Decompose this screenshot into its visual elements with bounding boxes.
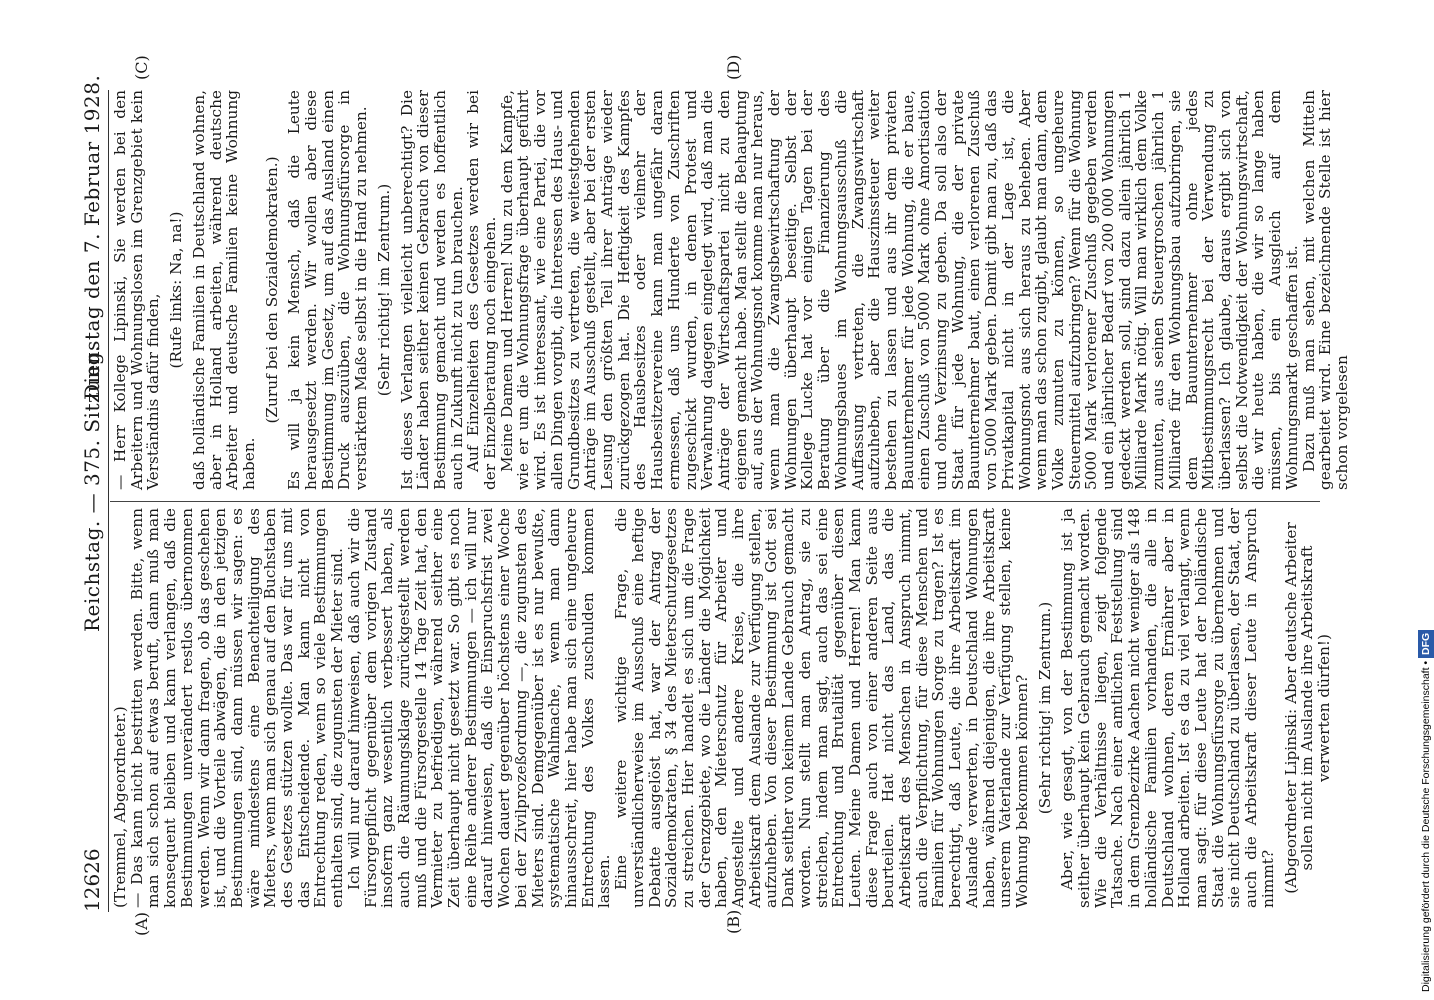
- paragraph: Eine weitere wichtige Frage, die unverständlicherweise im Ausschuß eine heftige Debatte ausgelöst hat, war der Antrag der Sozialdemokraten, § 34 des Mieterschutzgesetzes zu streichen. Hier handelt es sich um die Frage der Grenzgebiete, wo die Länder die Möglichkeit haben, den Mieterschutz für Arbeiter und Angestellte und andere Kreise, die ihre Arbeitskraft dem Auslande zur Verfügung stellen, aufzuheben. Von dieser Bestimmung ist Gott sei Dank seither von keinem Lande Gebrauch gemacht worden. Nun stellt man den Antrag, sie zu streichen, indem man sagt, auch das sei eine Entrechtung und Brutalität gegenüber diesen Leuten. Meine Damen und Herren! Man kann diese Frage auch von einer anderen Seite aus beurteilen. Hat nicht das Land, das die Arbeitskraft des Menschen in Anspruch nimmt, auch die Verpflichtung, für diese Menschen und Familien für Wohnungen Sorge zu tragen? Ist es berechtigt, daß Leute, die ihre Arbeitskraft im Auslande verwerten, in Deutschland Wohnungen haben, während diejenigen, die ihre Arbeitskraft unserem Vaterlande zur Verfügung stellen, keine Wohnung bekommen können?: [612, 508, 1031, 908]
- paragraph: Meine Damen und Herren! Nun zu dem Kampfe, wie er um die Wohnungsfrage überhaupt geführt wird. Es ist interessant, wie eine Partei, die vor allen Dingen vorgibt, die Interessen des Haus- und Grundbesitzes zu vertreten, die weitestgehenden Anträge im Ausschuß gestellt, aber bei der ersten Lesung den größten Teil ihrer Anträge wieder zurückgezogen hat. Die Heftigkeit des Kampfes des Hausbesitzes oder vielmehr der Hausbesitzervereine kann man ungefähr daran ermessen, daß uns Hunderte von Zuschriften zugeschickt wurden, in denen Protest und Verwahrung dagegen eingelegt wird, daß man die Anträge der Wirtschaftspartei nicht zu den eigenen gemacht habe. Man stellt die Behauptung auf, aus der Wohnungsnot komme man nur heraus, wenn man die Zwangsbewirtschaftung der Wohnungen überhaupt beseitige. Selbst der Kollege Lucke hat vor einigen Tagen bei der Beratung über die Finanzierung des Wohnungsbaues im Wohnungsausschuß die Auffassung vertreten, die Zwangswirtschaft aufzuheben, aber die Hauszinssteuer weiter bestehen zu lassen und aus ihr dem privaten Bauunternehmer für jede Wohnung, die er baue, einen Zuschuß von 5000 Mark ohne Amortisation und ohne Verzinsung zu geben. Da soll also der Staat für jede Wohnung, die der private Bauunternehmer baut, einen verlorenen Zuschuß von 5000 Mark geben. Damit gibt man zu, daß das Privatkapital nicht in der Lage ist, die Wohnungsnot aus sich heraus zu beheben. Aber wenn man das schon zugibt, glaubt man dann, dem Volke zumuten zu können, so ungeheure Steuermittel aufzubringen? Wenn für die Wohnung 5000 Mark verlorener Zuschuß gegeben werden und ein jährlicher Bedarf von 200 000 Wohnungen gedeckt werden soll, sind dazu allein jährlich 1 Milliarde Mark nötig. Will man wirklich dem Volke zumuten, aus seinen Steuergroschen jährlich 1 Milliarde für den Wohnungsbau aufzubringen, sie dem Bauunternehmer ohne jedes Mitbestimmungsrecht bei der Verwendung zu überlassen? Ich glaube, daraus ergibt sich von selbst die Notwendigkeit der Wohnungswirtschaft, die wir heute haben, die wir so lange haben müssen, bis ein Ausgleich auf dem Wohnungsmarkt geschaffen ist.: [497, 90, 1301, 490]
- left-column: [111, 508, 1333, 908]
- session-title: Reichstag. — 375. Sitzung.: [80, 345, 104, 632]
- paragraph: — Herr Kollege Lipinski, Sie werden bei den Arbeitern und Wohnungslosen im Grenzgebiet kein Verständnis dafür finden,: [111, 90, 163, 490]
- session-date: Dienstag den 7. Februar 1928.: [80, 74, 104, 400]
- digitization-credit: [1418, 8, 1434, 992]
- running-header: [76, 52, 108, 912]
- paragraph: Ist dieses Verlangen vielleicht unberechtigt? Die Länder haben seither keinen Gebrauch von dieser Bestimmung gemacht und werden es hoffentlich auch in Zukunft nicht zu tun brauchen.: [397, 90, 466, 490]
- interjection: (Zuruf bei den Sozialdemokraten.): [262, 156, 281, 424]
- right-column: [111, 90, 1351, 490]
- credit-text: Digitalisierung gefördert durch die Deutsche Forschungsgemeinschaft •: [1420, 660, 1432, 992]
- margin-marker-b: (B): [724, 909, 743, 934]
- paragraph: Ich will nur darauf hinweisen, daß auch wir die Fürsorgepflicht gegenüber dem vorigen Zustand insofern ganz wesentlich verbessert haben, als auch die Räumungsklage zurückgestellt werden muß und die Fürsorgestelle 14 Tage Zeit hat, den Vermieter zu befriedigen, während seither eine Zeit überhaupt nicht gesetzt war. So gibt es noch eine Reihe anderer Bestimmungen — ich will nur darauf hinweisen, daß die Einspruchsfrist zwei Wochen dauert gegenüber höchstens einer Woche bei der Zivilprozeßordnung —, die zugunsten des Mieters sind. Demgegenüber ist es nur bewußte, systematische Wahlmache, wenn man dann hinausschreit, hier habe man sich eine ungeheure Entrechtung des Volkes zuschulden kommen lassen.: [344, 508, 614, 908]
- header-rule: [108, 90, 109, 912]
- paragraph: Dazu muß man sehen, mit welchen Mitteln gearbeitet wird. Eine bezeichnende Stelle ist hier schon vorgelesen: [1299, 90, 1351, 490]
- interjection: (Sehr richtig! im Zentrum.): [374, 183, 393, 397]
- paragraph: (Tremmel, Abgeordneter.): [111, 706, 129, 908]
- margin-marker-c: (C): [132, 55, 151, 80]
- paragraph: — Das kann nicht bestritten werden. Bitte, wenn man sich schon auf etwas beruft, dann muß man konsequent bleiben und kann verlangen, daß die Bestimmungen unverändert restlos übernommen werden. Wenn wir dann fragen, ob das geschehen ist, und die Vorteile abwägen, die in den jetzigen Bestimmungen sind, dann müssen wir sagen: es wäre mindestens eine Benachteiligung des Mieters, wenn man sich genau auf den Buchstaben des Gesetzes stützen wollte. Das war für uns mit das Entscheidende. Man kann nicht von Entrechtung reden, wenn so viele Bestimmungen enthalten sind, die zugunsten der Mieter sind.: [127, 508, 347, 908]
- page-number: 12626: [80, 848, 104, 912]
- interjection: (Abgeordneter Lipinski: Aber deutsche Arbeiter sollen nicht im Auslande ihre Arbeitskraft verwerten dürfen!): [1281, 522, 1333, 894]
- dfg-logo: DFG: [1418, 630, 1434, 658]
- paragraph: Aber, wie gesagt, von der Bestimmung ist ja seither überhaupt kein Gebrauch gemacht worden. Wie die Verhältnisse liegen, zeigt folgende Tatsache. Nach einer amtlichen Feststellung sind in dem Grenzbezirke Aachen nicht weniger als 148 holländische Familien vorhanden, die alle in Deutschland wohnen, deren Ernährer aber in Holland arbeiten. Ist es da zu viel verlangt, wenn man sagt: für diese Leute hat der holländische Staat die Wohnungsfürsorge zu übernehmen und sie nicht Deutschland zu überlassen, der Staat, der auch die Arbeitskraft dieser Leute in Anspruch nimmt?: [1058, 508, 1277, 908]
- margin-marker-a: (A): [132, 911, 151, 936]
- margin-marker-d: (D): [724, 54, 743, 80]
- paragraph: Es will ja kein Mensch, daß die Leute herausgesetzt werden. Wir wollen aber diese Bestimmung im Gesetz, um auf das Ausland einen Druck auszuüben, die Wohnungsfürsorge in verstärktem Maße selbst in die Hand zu nehmen.: [285, 90, 371, 490]
- column-divider: [110, 501, 1320, 502]
- interjection: (Sehr richtig! im Zentrum.): [1035, 601, 1054, 815]
- paragraph: daß holländische Familien in Deutschland wohnen, aber in Holland arbeiten, während deutsche Arbeiter und deutsche Familien keine Wohnung haben.: [189, 90, 258, 490]
- paragraph: Auf Einzelheiten des Gesetzes werden wir bei der Einzelberatung noch eingehen.: [464, 90, 500, 490]
- interjection: (Rufe links: Na, na!): [167, 211, 186, 369]
